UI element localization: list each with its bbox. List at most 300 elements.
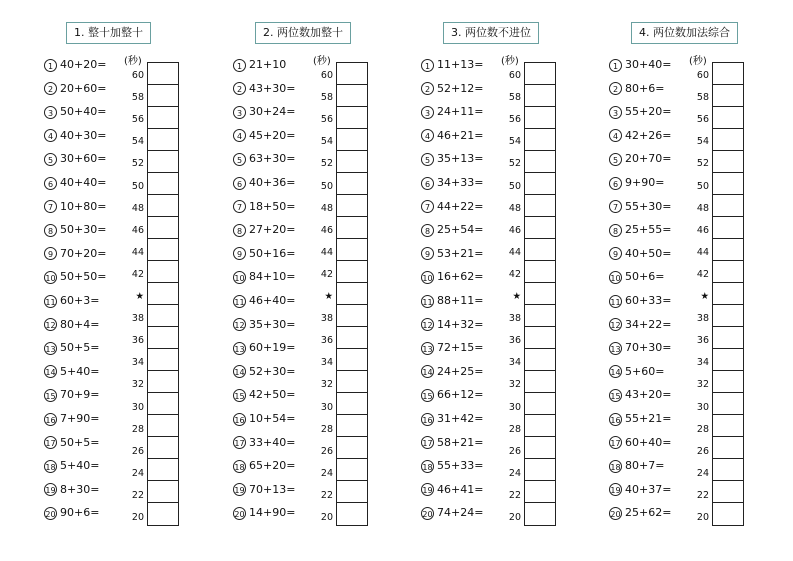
time-mark: 60: [696, 70, 709, 81]
time-mark: 28: [696, 423, 709, 435]
answer-box[interactable]: [525, 85, 555, 107]
problem-item: [233, 506, 295, 520]
time-mark: 28: [320, 423, 333, 435]
problem-item: [609, 82, 664, 96]
answer-box[interactable]: [525, 393, 555, 415]
problem-expression: 35+30=: [249, 317, 296, 331]
answer-box[interactable]: [713, 217, 743, 239]
time-mark: 30: [696, 401, 709, 413]
problem-number: 20: [421, 507, 434, 520]
problem-item: [609, 412, 671, 426]
problem-item: [44, 459, 99, 473]
problem-number: 12: [609, 318, 622, 331]
problem-number: 18: [44, 460, 57, 473]
problem-item: [421, 176, 483, 190]
answer-box[interactable]: [148, 217, 178, 239]
time-mark: 24: [508, 467, 521, 479]
problem-expression: 20+70=: [625, 152, 672, 166]
problem-number: 9: [44, 247, 57, 260]
time-mark: 54: [508, 136, 521, 148]
time-mark: 54: [320, 136, 333, 148]
problem-number: 20: [609, 507, 622, 520]
problem-number: 14: [609, 365, 622, 378]
answer-box[interactable]: [713, 415, 743, 437]
problem-item: [421, 341, 483, 355]
answer-box[interactable]: [713, 173, 743, 195]
answer-box[interactable]: [337, 327, 367, 349]
time-mark: 38: [696, 313, 709, 325]
problem-item: [609, 200, 671, 214]
answer-box[interactable]: [337, 173, 367, 195]
problem-number: 2: [421, 82, 434, 95]
answer-box[interactable]: [148, 195, 178, 217]
problem-number: 14: [233, 365, 246, 378]
problem-item: [44, 318, 99, 332]
answer-box[interactable]: [337, 437, 367, 459]
time-mark: 56: [696, 114, 709, 126]
problem-item: [609, 365, 664, 379]
problem-expression: 30+60=: [60, 152, 107, 166]
problem-expression: 60+3=: [60, 294, 100, 307]
problem-item: [609, 152, 671, 166]
time-mark: 44: [320, 246, 333, 258]
problem-item: [421, 129, 483, 143]
time-mark: 52: [320, 158, 333, 170]
time-mark: 30: [320, 401, 333, 413]
answer-box[interactable]: [337, 217, 367, 239]
answer-box[interactable]: [713, 283, 743, 305]
answer-box[interactable]: [525, 459, 555, 481]
exercise-section: [609, 0, 789, 561]
answer-box[interactable]: [337, 239, 367, 261]
problem-item: [421, 270, 483, 284]
time-mark: 38: [508, 313, 521, 325]
problem-item: [44, 388, 99, 402]
problem-expression: 52+12=: [437, 81, 484, 95]
time-mark: 56: [508, 114, 521, 126]
problem-expression: 42+26=: [625, 128, 672, 142]
time-mark: 48: [696, 202, 709, 214]
problem-item: [233, 129, 295, 143]
answer-box[interactable]: [337, 195, 367, 217]
answer-box[interactable]: [148, 481, 178, 503]
time-mark: 60: [508, 70, 521, 81]
answer-box[interactable]: [148, 129, 178, 151]
problem-expression: 43+20=: [625, 388, 672, 402]
problem-number: 4: [233, 129, 246, 142]
problem-item: [44, 223, 106, 237]
answer-box[interactable]: [337, 107, 367, 129]
time-mark: 60: [320, 70, 333, 81]
answer-box[interactable]: [148, 349, 178, 371]
exercise-section: [233, 0, 413, 561]
answer-box[interactable]: [713, 327, 743, 349]
problem-expression: 50+5=: [60, 341, 100, 355]
problem-expression: 46+21=: [437, 128, 484, 142]
answer-box[interactable]: [713, 63, 743, 85]
answer-box[interactable]: [525, 239, 555, 261]
time-mark: ★: [324, 291, 333, 302]
answer-box[interactable]: [525, 173, 555, 195]
time-mark: 58: [320, 92, 333, 104]
problem-number: 4: [421, 129, 434, 142]
problem-number: 6: [421, 177, 434, 190]
section-title: 3. 两位数不进位: [443, 22, 539, 44]
answer-box[interactable]: [148, 63, 178, 85]
problem-number: 12: [233, 318, 246, 331]
problem-item: [421, 483, 483, 497]
answer-box[interactable]: [713, 481, 743, 503]
time-mark: 22: [320, 489, 333, 501]
problem-number: 11: [609, 295, 622, 308]
time-mark: 50: [320, 180, 333, 192]
answer-box[interactable]: [525, 305, 555, 327]
problem-number: 1: [44, 59, 57, 72]
time-mark: 54: [696, 136, 709, 148]
problem-expression: 80+7=: [625, 459, 665, 473]
problem-item: [421, 412, 483, 426]
problem-expression: 35+13=: [437, 152, 484, 166]
answer-box[interactable]: [713, 239, 743, 261]
answer-box[interactable]: [525, 63, 555, 85]
section-title: 4. 两位数加法综合: [631, 22, 738, 44]
answer-box[interactable]: [148, 437, 178, 459]
problem-expression: 18+50=: [249, 199, 296, 213]
answer-box[interactable]: [148, 459, 178, 481]
time-mark: 26: [131, 445, 144, 457]
answer-box[interactable]: [337, 371, 367, 393]
answer-box[interactable]: [148, 261, 178, 283]
answer-box[interactable]: [525, 437, 555, 459]
answer-box[interactable]: [148, 371, 178, 393]
problem-number: 19: [233, 483, 246, 496]
problem-number: 14: [421, 365, 434, 378]
problem-number: 19: [421, 483, 434, 496]
problem-expression: 50+6=: [625, 270, 665, 284]
problem-number: 13: [609, 342, 622, 355]
problem-expression: 60+19=: [249, 341, 296, 355]
time-mark: 26: [320, 445, 333, 457]
answer-box[interactable]: [713, 349, 743, 371]
time-mark: ★: [512, 291, 521, 302]
problem-expression: 52+30=: [249, 364, 296, 378]
problem-number: 6: [44, 177, 57, 190]
answer-box-column: [712, 62, 744, 526]
problem-number: 12: [44, 318, 57, 331]
problem-expression: 66+12=: [437, 388, 484, 402]
problem-number: 17: [233, 436, 246, 449]
time-mark: ★: [135, 291, 144, 302]
answer-box[interactable]: [337, 85, 367, 107]
exercise-section: [44, 0, 224, 561]
answer-box[interactable]: [148, 415, 178, 437]
problem-item: [233, 483, 295, 497]
problem-expression: 7+90=: [60, 412, 100, 425]
problem-number: 2: [233, 82, 246, 95]
problem-item: [421, 459, 483, 473]
problem-item: [421, 152, 483, 166]
problem-item: [609, 294, 671, 308]
section-title: 2. 两位数加整十: [255, 22, 351, 44]
answer-box[interactable]: [148, 239, 178, 261]
problem-number: 8: [233, 224, 246, 237]
problem-number: 17: [44, 436, 57, 449]
time-mark: 34: [508, 357, 521, 369]
answer-box[interactable]: [713, 393, 743, 415]
problem-number: 13: [421, 342, 434, 355]
problem-number: 10: [421, 271, 434, 284]
answer-box[interactable]: [525, 415, 555, 437]
answer-box[interactable]: [525, 371, 555, 393]
answer-box[interactable]: [337, 305, 367, 327]
problem-expression: 53+21=: [437, 246, 484, 260]
problem-item: [44, 247, 106, 261]
time-mark: 50: [131, 180, 144, 192]
time-mark: 52: [508, 158, 521, 170]
problem-item: [609, 223, 671, 237]
problem-number: 8: [421, 224, 434, 237]
problem-expression: 5+40=: [60, 459, 100, 473]
problem-expression: 11+13=: [437, 58, 484, 71]
problem-number: 13: [44, 342, 57, 355]
problem-item: [233, 436, 295, 450]
time-mark: 60: [131, 70, 144, 81]
problem-expression: 55+21=: [625, 412, 672, 425]
problem-item: [44, 270, 106, 284]
answer-box[interactable]: [337, 481, 367, 503]
problem-item: [44, 412, 99, 426]
time-mark: 36: [696, 335, 709, 347]
problem-number: 5: [421, 153, 434, 166]
problem-item: [609, 483, 671, 497]
problem-number: 7: [609, 200, 622, 213]
problem-number: 3: [44, 106, 57, 119]
problem-number: 1: [609, 59, 622, 72]
problem-number: 7: [233, 200, 246, 213]
problem-expression: 27+20=: [249, 223, 296, 237]
answer-box[interactable]: [148, 283, 178, 305]
problem-item: [609, 388, 671, 402]
problem-expression: 30+40=: [625, 58, 672, 71]
answer-box[interactable]: [713, 503, 743, 525]
problem-number: 18: [421, 460, 434, 473]
time-mark: 20: [696, 512, 709, 523]
problem-number: 11: [44, 295, 57, 308]
problem-expression: 74+24=: [437, 506, 484, 520]
problem-expression: 65+20=: [249, 459, 296, 473]
answer-box[interactable]: [525, 481, 555, 503]
answer-box[interactable]: [148, 151, 178, 173]
problem-number: 6: [609, 177, 622, 190]
problem-item: [44, 365, 99, 379]
problem-item: [233, 388, 295, 402]
problem-expression: 40+20=: [60, 58, 107, 71]
time-mark: 24: [320, 467, 333, 479]
answer-box[interactable]: [713, 459, 743, 481]
problem-expression: 21+10: [249, 58, 287, 71]
problem-number: 17: [609, 436, 622, 449]
problem-expression: 55+30=: [625, 199, 672, 213]
problem-item: [44, 129, 106, 143]
problem-item: [609, 318, 671, 332]
answer-box[interactable]: [713, 85, 743, 107]
answer-box[interactable]: [148, 327, 178, 349]
problem-expression: 43+30=: [249, 81, 296, 95]
problem-item: [233, 200, 295, 214]
problem-item: [421, 318, 483, 332]
answer-box[interactable]: [337, 129, 367, 151]
problem-item: [44, 152, 106, 166]
exercise-section: [421, 0, 601, 561]
problem-expression: 14+90=: [249, 506, 296, 520]
answer-box[interactable]: [525, 503, 555, 525]
time-mark: 56: [320, 114, 333, 126]
time-mark: 30: [508, 401, 521, 413]
problem-item: [233, 152, 295, 166]
problem-expression: 40+37=: [625, 482, 672, 496]
problem-item: [421, 200, 483, 214]
problem-expression: 30+24=: [249, 105, 296, 119]
problem-expression: 40+50=: [625, 246, 672, 260]
problem-item: [609, 270, 664, 284]
problem-number: 9: [421, 247, 434, 260]
problem-item: [421, 247, 483, 261]
problem-item: [609, 58, 671, 72]
time-mark: 24: [696, 467, 709, 479]
problem-item: [609, 506, 671, 520]
problem-item: [233, 82, 295, 96]
answer-box[interactable]: [148, 305, 178, 327]
answer-box[interactable]: [337, 151, 367, 173]
problem-item: [233, 412, 295, 426]
answer-box[interactable]: [337, 261, 367, 283]
problem-number: 14: [44, 365, 57, 378]
answer-box[interactable]: [525, 217, 555, 239]
answer-box[interactable]: [525, 107, 555, 129]
answer-box[interactable]: [337, 393, 367, 415]
problem-expression: 5+40=: [60, 364, 100, 378]
answer-box[interactable]: [148, 503, 178, 525]
answer-box[interactable]: [525, 129, 555, 151]
problem-number: 15: [233, 389, 246, 402]
problem-expression: 50+40=: [60, 105, 107, 119]
answer-box[interactable]: [525, 261, 555, 283]
answer-box[interactable]: [525, 283, 555, 305]
problem-expression: 55+20=: [625, 105, 672, 119]
problem-expression: 63+30=: [249, 152, 296, 166]
time-mark: 34: [320, 357, 333, 369]
problem-item: [233, 105, 295, 119]
problem-number: 8: [44, 224, 57, 237]
problem-number: 3: [609, 106, 622, 119]
time-mark: 26: [696, 445, 709, 457]
answer-box[interactable]: [525, 151, 555, 173]
answer-box[interactable]: [337, 503, 367, 525]
time-mark: 42: [131, 268, 144, 280]
time-mark: 28: [131, 423, 144, 435]
time-mark: 52: [696, 158, 709, 170]
time-mark: 22: [508, 489, 521, 501]
problem-number: 15: [421, 389, 434, 402]
problem-number: 3: [421, 106, 434, 119]
problem-expression: 60+33=: [625, 294, 672, 307]
problem-number: 19: [44, 483, 57, 496]
answer-box[interactable]: [525, 349, 555, 371]
time-mark: 48: [131, 202, 144, 214]
time-mark: 38: [131, 313, 144, 325]
answer-box[interactable]: [148, 107, 178, 129]
time-mark: 46: [320, 224, 333, 236]
answer-box[interactable]: [148, 173, 178, 195]
answer-box[interactable]: [713, 437, 743, 459]
problem-number: 10: [44, 271, 57, 284]
answer-box[interactable]: [713, 261, 743, 283]
problem-item: [421, 82, 483, 96]
problem-number: 9: [233, 247, 246, 260]
problem-item: [233, 318, 295, 332]
seconds-label: (秒): [313, 56, 331, 67]
answer-box[interactable]: [713, 371, 743, 393]
answer-box[interactable]: [337, 283, 367, 305]
problem-item: [44, 294, 99, 308]
problem-item: [44, 58, 106, 72]
time-mark: 52: [131, 158, 144, 170]
seconds-label: (秒): [124, 56, 142, 67]
problem-number: 4: [44, 129, 57, 142]
answer-box[interactable]: [337, 415, 367, 437]
answer-box[interactable]: [713, 195, 743, 217]
problem-item: [233, 58, 286, 72]
answer-box[interactable]: [148, 393, 178, 415]
answer-box[interactable]: [713, 151, 743, 173]
answer-box[interactable]: [148, 85, 178, 107]
problem-number: 20: [233, 507, 246, 520]
time-mark: 34: [131, 357, 144, 369]
problem-expression: 88+11=: [437, 294, 484, 307]
time-mark: ★: [700, 291, 709, 302]
seconds-label: (秒): [501, 56, 519, 67]
problem-expression: 58+21=: [437, 435, 484, 449]
problem-item: [233, 247, 295, 261]
problem-number: 13: [233, 342, 246, 355]
seconds-label: (秒): [689, 56, 707, 67]
problem-number: 16: [233, 413, 246, 426]
problem-number: 2: [44, 82, 57, 95]
problem-expression: 20+60=: [60, 81, 107, 95]
problem-number: 5: [44, 153, 57, 166]
answer-box[interactable]: [337, 349, 367, 371]
problem-number: 3: [233, 106, 246, 119]
answer-box[interactable]: [713, 107, 743, 129]
answer-box[interactable]: [525, 327, 555, 349]
problem-expression: 70+30=: [625, 341, 672, 355]
problem-item: [44, 176, 106, 190]
problem-item: [421, 436, 483, 450]
problem-number: 7: [421, 200, 434, 213]
answer-box[interactable]: [337, 459, 367, 481]
time-mark: 32: [320, 379, 333, 391]
answer-box[interactable]: [525, 195, 555, 217]
problem-number: 6: [233, 177, 246, 190]
answer-box[interactable]: [337, 63, 367, 85]
problem-expression: 8+30=: [60, 482, 100, 496]
answer-box[interactable]: [713, 129, 743, 151]
time-mark: 44: [696, 246, 709, 258]
problem-number: 19: [609, 483, 622, 496]
answer-box[interactable]: [713, 305, 743, 327]
problem-item: [233, 459, 295, 473]
time-mark: 50: [696, 180, 709, 192]
